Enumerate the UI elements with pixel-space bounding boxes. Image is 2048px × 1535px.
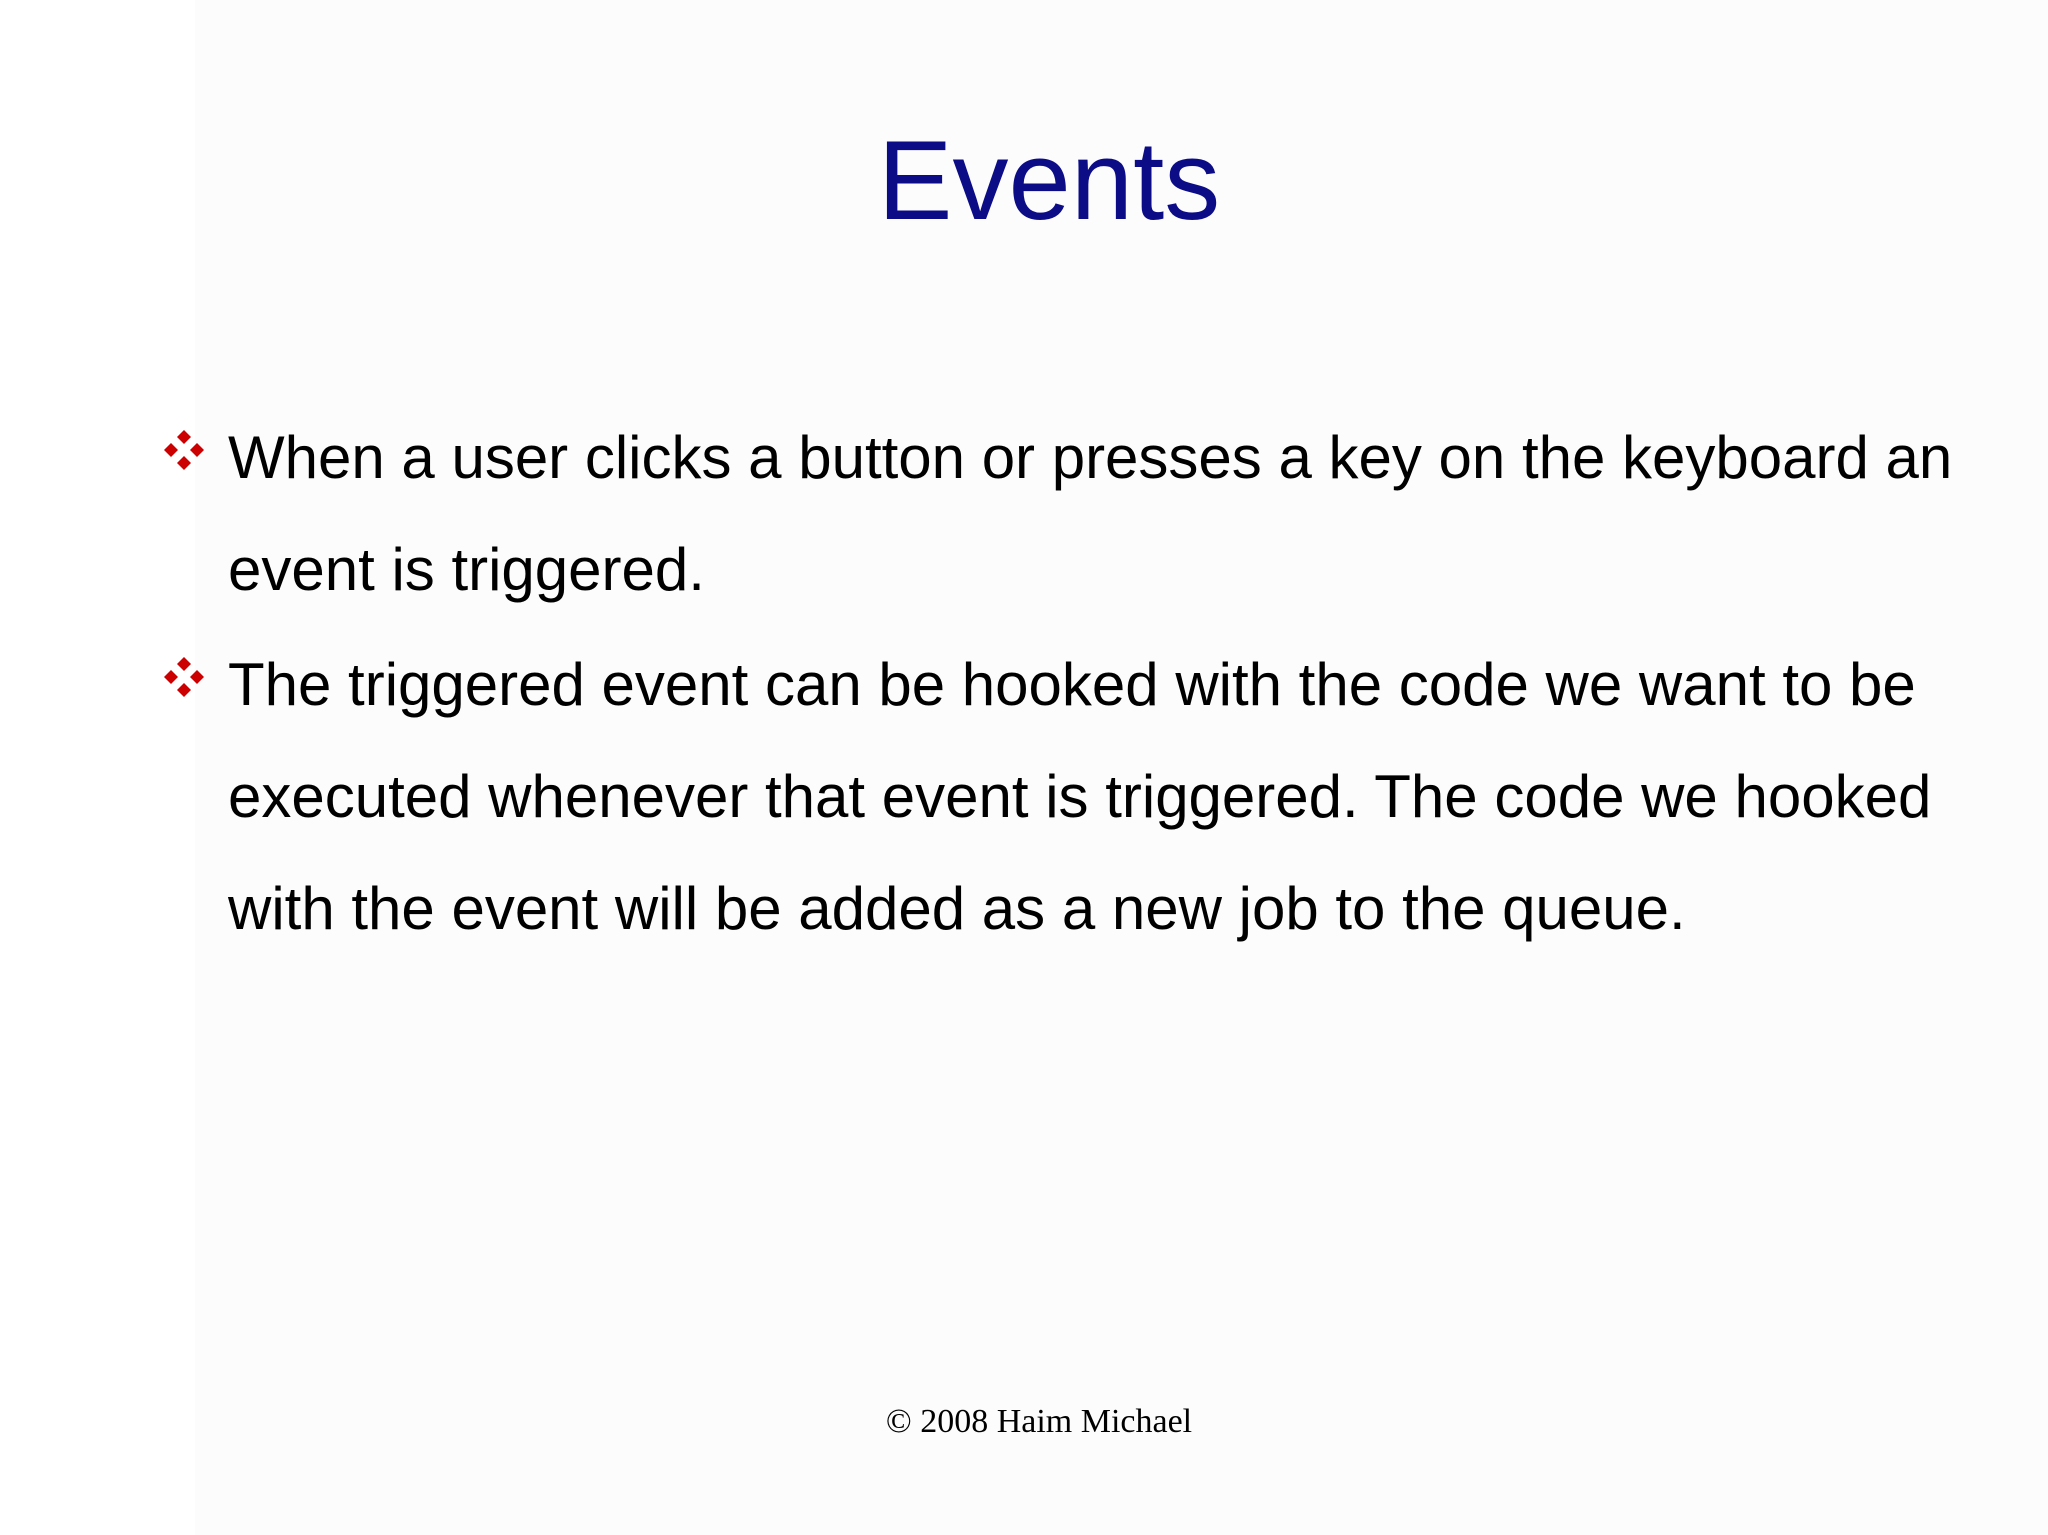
copyright-footer: © 2008 Haim Michael — [885, 1403, 1193, 1440]
bullet-text: The triggered event can be hooked with the code we want to be executed whenever that event is triggered. The code we hooked with the event will be added as a new job to the queue. — [228, 651, 1932, 942]
bullet-text: When a user clicks a button or presses a key on the keyboard an event is triggered. — [228, 424, 1953, 603]
four-diamond-bullet-icon — [162, 428, 206, 472]
slide-title: Events — [877, 118, 1221, 243]
four-diamond-bullet-icon — [162, 655, 206, 699]
bullet-list — [160, 402, 1960, 968]
bullet-item — [160, 402, 1960, 626]
bullet-item — [160, 629, 1960, 965]
